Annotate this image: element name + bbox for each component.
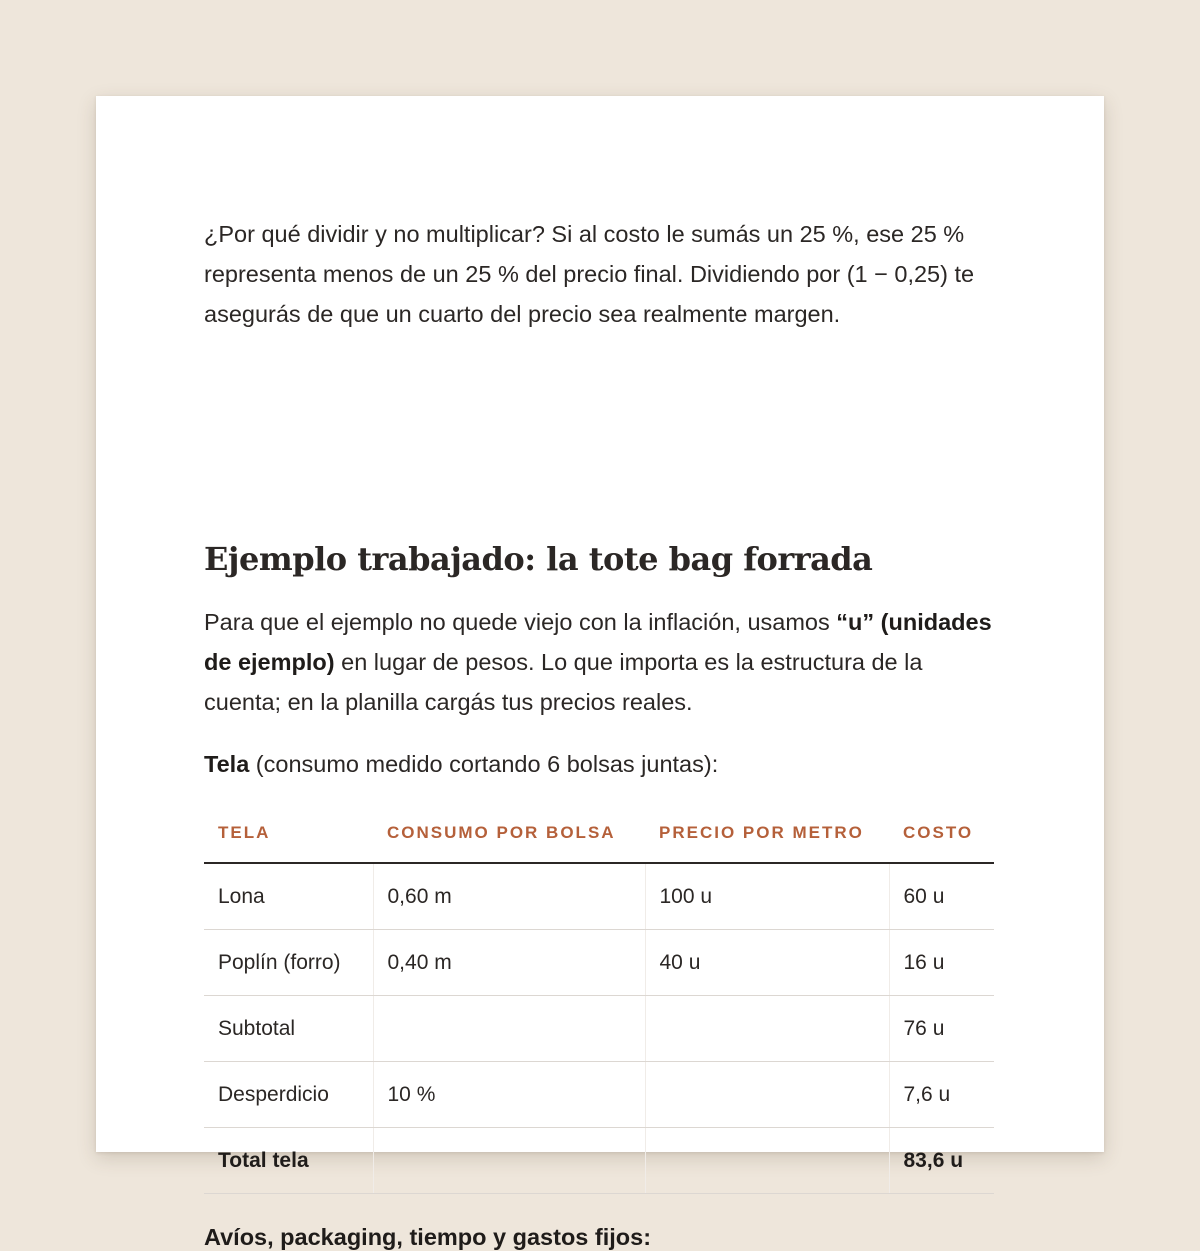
tela-description: (consumo medido cortando 6 bolsas juntas): [249,751,719,777]
table-cell [645,996,889,1062]
example-paragraph-bold: “u” (unidades de ejemplo) [204,609,992,675]
table-cell: 0,40 m [373,930,645,996]
table-cell: Lona [204,863,373,930]
table-cell: 100 u [645,863,889,930]
column-header-costo: COSTO [889,804,994,863]
table-cell: Total tela [204,1128,373,1194]
tela-intro-line [204,744,994,784]
table-row-total [204,1128,994,1194]
table-cell [645,1062,889,1128]
table-cell: 76 u [889,996,994,1062]
table-cell: 60 u [889,863,994,930]
fabric-cost-table [204,804,994,1194]
table-cell [645,1128,889,1194]
table-cell: 83,6 u [889,1128,994,1194]
table-cell: 7,6 u [889,1062,994,1128]
table-cell: Desperdicio [204,1062,373,1128]
table-row [204,1062,994,1128]
tela-label: Tela [204,751,250,777]
table-cell [373,1128,645,1194]
table-cell: Subtotal [204,996,373,1062]
next-section-label: Avíos, packaging, tiempo y gastos fijos: [204,1224,652,1250]
table-cell: 0,60 m [373,863,645,930]
table-cell: 40 u [645,930,889,996]
section-heading: Ejemplo trabajado: la tote bag forrada [204,540,873,578]
table-cell: Poplín (forro) [204,930,373,996]
intro-paragraph: ¿Por qué dividir y no multiplicar? Si al costo le sumás un 25 %, ese 25 % representa menos de un 25 % del precio final. Dividiendo por (1 − 0,25) te asegurás de que un cuarto del precio sea realmente margen. [204,221,975,327]
table-header-row [204,804,994,863]
table-cell [373,996,645,1062]
table-row [204,996,994,1062]
column-header-consumo: CONSUMO POR BOLSA [373,804,645,863]
table-cell: 10 % [373,1062,645,1128]
table-row [204,863,994,930]
example-paragraph [204,602,994,722]
column-header-precio: PRECIO POR METRO [645,804,889,863]
table-row [204,930,994,996]
example-paragraph-before: Para que el ejemplo no quede viejo con la inflación, usamos [204,609,837,635]
article-body [204,214,994,1250]
table-cell: 16 u [889,930,994,996]
column-header-tela: TELA [204,804,373,863]
example-paragraph-after: en lugar de pesos. Lo que importa es la estructura de la cuenta; en la planilla cargás tus precios reales. [204,649,923,715]
document-page [96,96,1104,1250]
